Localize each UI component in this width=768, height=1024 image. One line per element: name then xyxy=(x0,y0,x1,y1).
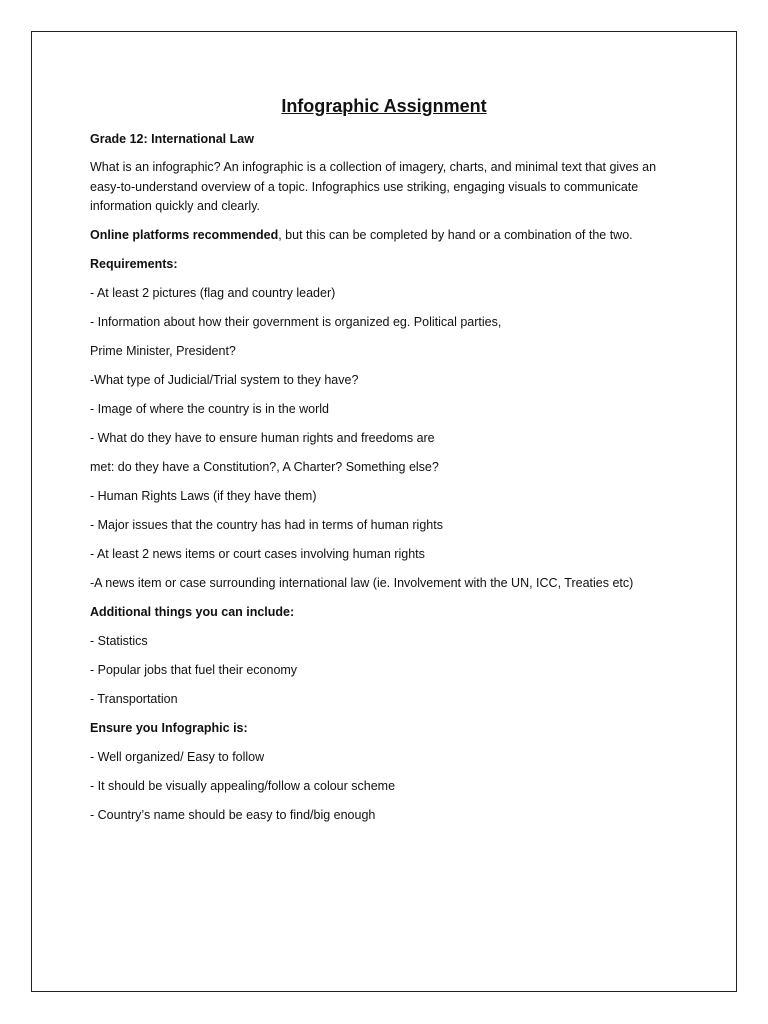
additional-item: - Transportation xyxy=(90,692,178,706)
ensure-heading: Ensure you Infographic is: xyxy=(90,721,248,735)
additional-item: - Popular jobs that fuel their economy xyxy=(90,663,298,677)
requirement-item: - Information about how their government is organized eg. Political parties, xyxy=(90,315,502,329)
ensure-item: - It should be visually appealing/follow a colour scheme xyxy=(90,779,396,793)
platforms-line xyxy=(90,226,680,245)
additional-heading: Additional things you can include: xyxy=(90,605,295,619)
requirement-item: - At least 2 news items or court cases involving human rights xyxy=(90,547,425,561)
requirement-item: - Major issues that the country has had in terms of human rights xyxy=(90,518,443,532)
ensure-item: - Country’s name should be easy to find/big enough xyxy=(90,808,376,822)
requirement-item: - Image of where the country is in the world xyxy=(90,402,330,416)
requirement-item: Prime Minister, President? xyxy=(90,344,236,358)
page-title: Infographic Assignment xyxy=(281,96,487,116)
requirement-item: - Human Rights Laws (if they have them) xyxy=(90,489,317,503)
additional-item: - Statistics xyxy=(90,634,148,648)
grade-heading: Grade 12: International Law xyxy=(90,132,254,146)
requirement-item: -What type of Judicial/Trial system to they have? xyxy=(90,373,359,387)
requirements-heading: Requirements: xyxy=(90,257,178,271)
ensure-item: - Well organized/ Easy to follow xyxy=(90,750,265,764)
intro-paragraph: What is an infographic? An infographic is a collection of imagery, charts, and minimal text that gives an easy-to-understand overview of a topic. Infographics use striking, engaging visuals to communicate information quickly and clearly. xyxy=(90,160,657,213)
platforms-bold-text: Online platforms recommended xyxy=(90,228,279,242)
requirement-item: - At least 2 pictures (flag and country leader) xyxy=(90,286,336,300)
requirement-item: met: do they have a Constitution?, A Charter? Something else? xyxy=(90,460,439,474)
requirement-item: -A news item or case surrounding international law (ie. Involvement with the UN, ICC, Treaties etc) xyxy=(90,576,634,590)
platforms-rest-text: , but this can be completed by hand or a combination of the two. xyxy=(278,228,633,242)
requirement-item: - What do they have to ensure human rights and freedoms are xyxy=(90,431,435,445)
